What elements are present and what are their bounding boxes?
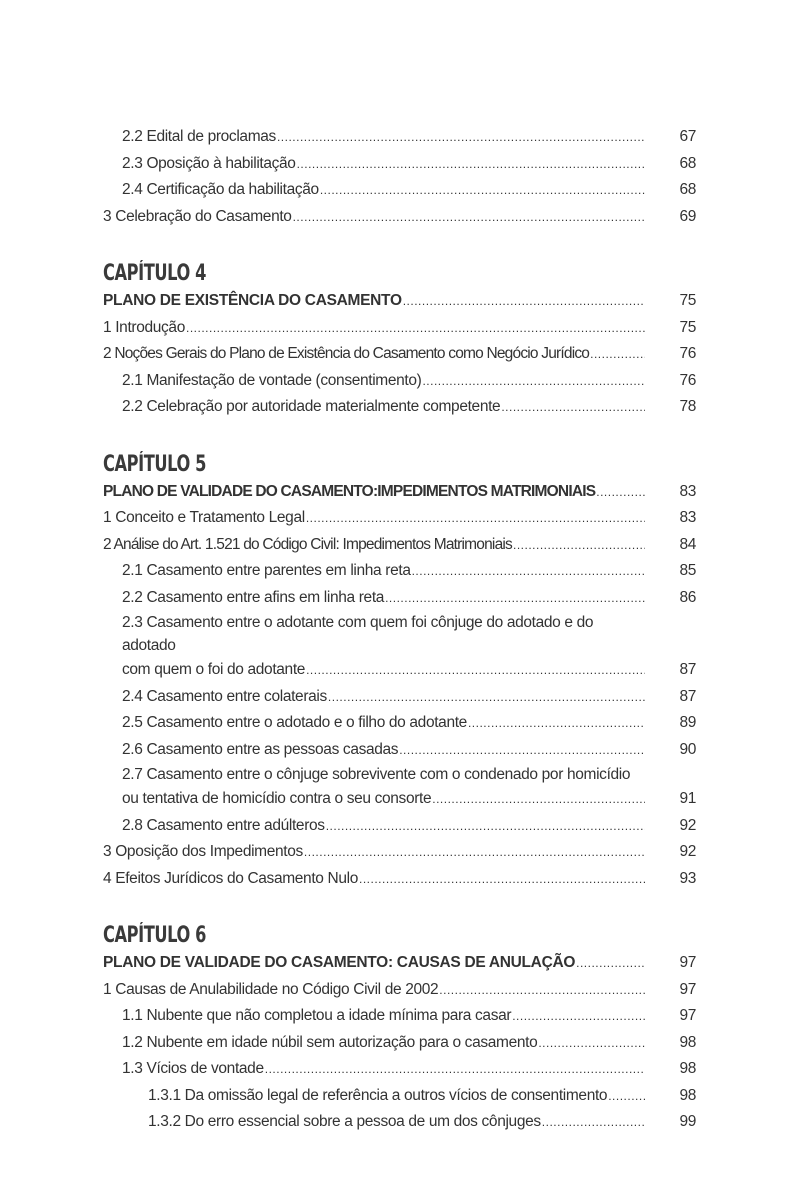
page-number: 90 bbox=[679, 740, 696, 758]
toc-entry[interactable]: 2.8 Casamento entre adúlteros ..... 92 bbox=[103, 813, 696, 840]
toc-entry[interactable]: 2.3 Oposição à habilitação ..... 68 bbox=[103, 151, 696, 178]
page-number: 98 bbox=[679, 1060, 696, 1077]
page-number: 76 bbox=[679, 371, 696, 389]
page-number: 98 bbox=[679, 1033, 696, 1051]
chapter-title: CAPÍTULO 6 bbox=[103, 923, 206, 948]
toc-entry[interactable]: 1.3.2 Do erro essencial sobre a pessoa de um dos cônjuges ..... 99 bbox=[103, 1109, 696, 1136]
page-number: 87 bbox=[679, 661, 696, 678]
page-number: 84 bbox=[679, 535, 696, 553]
page-number: 93 bbox=[679, 869, 696, 887]
page-number: 68 bbox=[679, 154, 696, 172]
page-number: 83 bbox=[679, 482, 696, 500]
page-number: 68 bbox=[679, 181, 696, 198]
chapter-title: CAPÍTULO 4 bbox=[103, 261, 206, 286]
toc-entry[interactable]: 1 Causas de Anulabilidade no Código Civil de 2002 ..... 97 bbox=[103, 977, 696, 1004]
toc-entry[interactable]: 3 Oposição dos Impedimentos ..... 92 bbox=[103, 839, 696, 866]
page-number: 97 bbox=[679, 954, 696, 971]
page-number: 98 bbox=[679, 1086, 696, 1104]
toc-entry[interactable]: 2.2 Casamento entre afins em linha reta ..... 86 bbox=[103, 585, 696, 612]
toc-entry[interactable]: 3 Celebração do Casamento ..... 69 bbox=[103, 204, 696, 231]
toc-entry[interactable]: 1.1 Nubente que não completou a idade mínima para casar ..... 97 bbox=[103, 1003, 696, 1030]
toc-entry[interactable]: 1.2 Nubente em idade núbil sem autorização para o casamento ..... 98 bbox=[103, 1030, 696, 1057]
page-number: 75 bbox=[679, 318, 696, 336]
page-number: 75 bbox=[679, 292, 696, 309]
toc-entry[interactable]: 2.4 Certificação da habilitação ..... 68 bbox=[103, 177, 696, 204]
page-number: 69 bbox=[679, 207, 696, 225]
toc-entry[interactable]: 2.6 Casamento entre as pessoas casadas ..... 90 bbox=[103, 737, 696, 764]
toc-entry[interactable]: 1.3 Vícios de vontade ..... 98 bbox=[103, 1056, 696, 1083]
toc-entry-multiline[interactable]: 2.7 Casamento entre o cônjuge sobrevivente com o condenado por homicídio ou tentativa de homicídio contra o seu consorte ..... 91 bbox=[103, 763, 696, 813]
page-number: 97 bbox=[679, 1007, 696, 1024]
page-number: 76 bbox=[679, 345, 696, 362]
chapter-heading-entry[interactable]: PLANO DE VALIDADE DO CASAMENTO: CAUSAS DE ANULAÇÃO ..... 97 bbox=[103, 950, 696, 977]
page-number: 97 bbox=[679, 980, 696, 998]
page-number: 87 bbox=[679, 687, 696, 705]
toc-entry[interactable]: 4 Efeitos Jurídicos do Casamento Nulo ..... 93 bbox=[103, 866, 696, 893]
page-number: 85 bbox=[679, 562, 696, 579]
toc-entry[interactable]: 2 Noções Gerais do Plano de Existência do Casamento como Negócio Jurídico ..... 76 bbox=[103, 341, 696, 368]
toc-entry[interactable]: 2.1 Manifestação de vontade (consentimento) ..... 76 bbox=[103, 368, 696, 395]
page-number: 89 bbox=[679, 714, 696, 731]
page-number: 83 bbox=[679, 509, 696, 526]
page-number: 86 bbox=[679, 588, 696, 606]
toc-entry-multiline[interactable]: 2.3 Casamento entre o adotante com quem foi cônjuge do adotado e do adotado com quem o foi do adotante ..... 87 bbox=[103, 611, 696, 684]
toc-entry[interactable]: 2.1 Casamento entre parentes em linha reta ..... 85 bbox=[103, 558, 696, 585]
toc-entry[interactable]: 1.3.1 Da omissão legal de referência a outros vícios de consentimento ..... 98 bbox=[103, 1083, 696, 1110]
toc-entry[interactable]: 2 Análise do Art. 1.521 do Código Civil: Impedimentos Matrimoniais ..... 84 bbox=[103, 532, 696, 559]
chapter-heading-entry[interactable]: PLANO DE EXISTÊNCIA DO CASAMENTO ..... 75 bbox=[103, 288, 696, 315]
chapter-title: CAPÍTULO 5 bbox=[103, 451, 206, 477]
page-number: 92 bbox=[679, 816, 696, 834]
page-number: 78 bbox=[679, 398, 696, 415]
page-number: 92 bbox=[679, 843, 696, 860]
toc-entry[interactable]: 1 Conceito e Tratamento Legal ..... 83 bbox=[103, 505, 696, 532]
toc-entry[interactable]: 2.4 Casamento entre colaterais ..... 87 bbox=[103, 684, 696, 711]
page-number: 91 bbox=[679, 790, 696, 807]
toc-entry[interactable]: 1 Introdução ..... 75 bbox=[103, 315, 696, 342]
toc-entry[interactable]: 2.2 Edital de proclamas ..... 67 bbox=[103, 124, 696, 151]
chapter-heading-entry[interactable]: PLANO DE VALIDADE DO CASAMENTO:IMPEDIMENTOS MATRIMONIAIS ..... 83 bbox=[103, 479, 696, 506]
toc-entry[interactable]: 2.5 Casamento entre o adotado e o filho do adotante ..... 89 bbox=[103, 710, 696, 737]
table-of-contents bbox=[103, 124, 696, 1136]
toc-entry[interactable]: 2.2 Celebração por autoridade materialmente competente ..... 78 bbox=[103, 394, 696, 421]
page-number: 99 bbox=[679, 1113, 696, 1130]
page-number: 67 bbox=[679, 128, 696, 145]
